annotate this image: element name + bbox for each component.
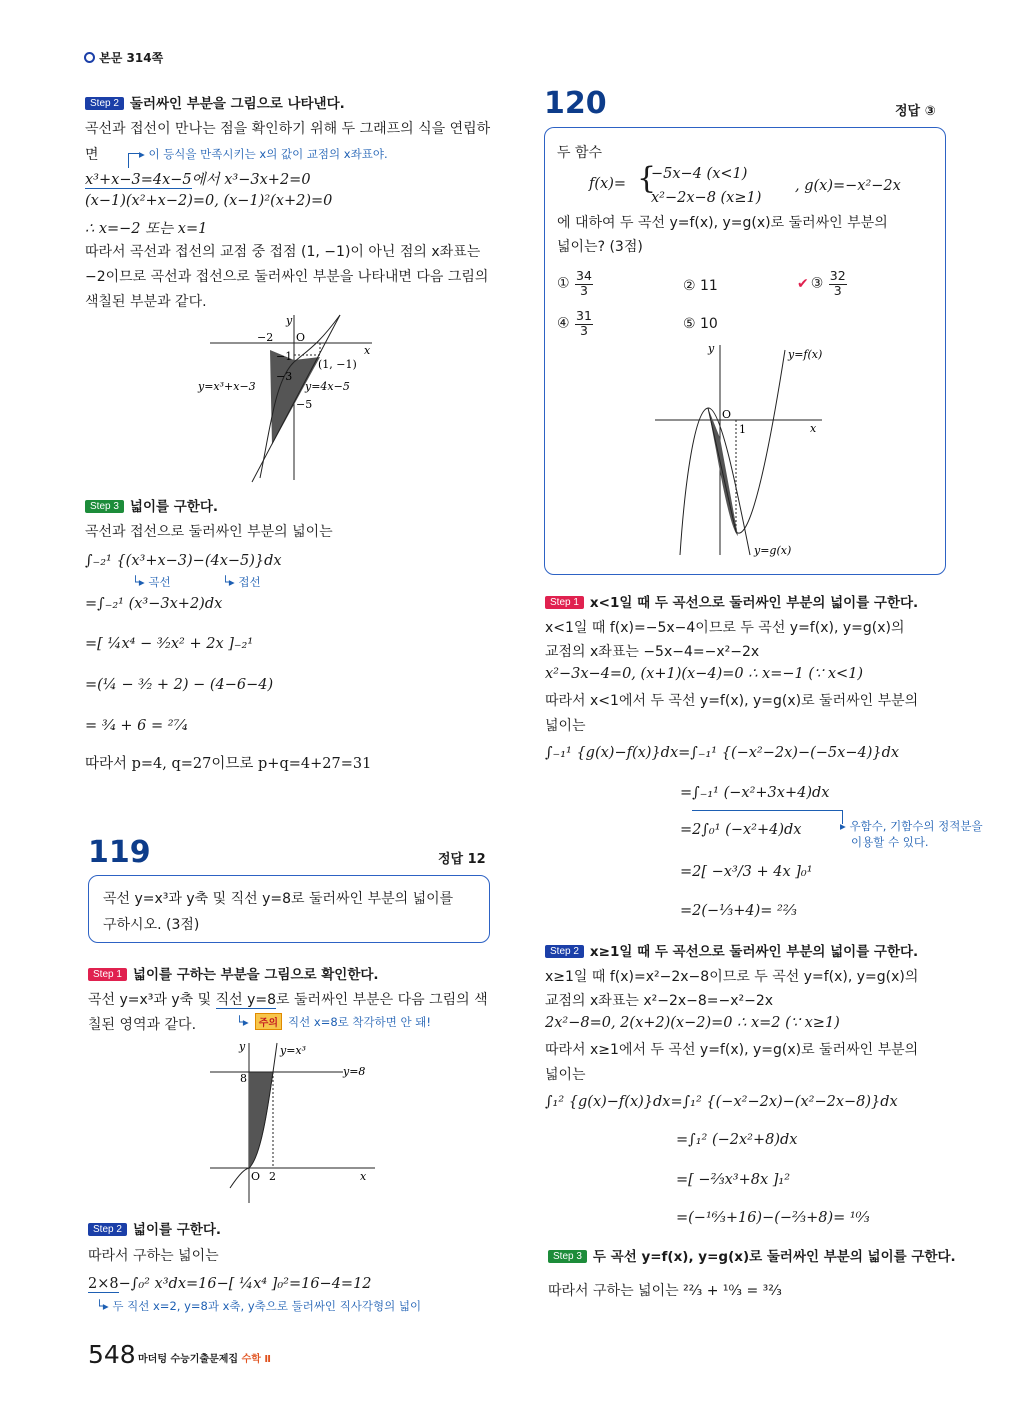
- step-badge: Step 1: [545, 596, 584, 609]
- equation: =2(−⅓+4)= ²²⁄₃: [680, 903, 797, 919]
- equation: =[ ¼x⁴ − ³⁄₂x² + 2x ]₋₂¹: [85, 636, 254, 652]
- problem-text: 두 함수: [557, 145, 603, 161]
- tick-label: 1: [739, 423, 746, 436]
- choice-4[interactable]: ④ $\frac{31}{3}$: [557, 308, 592, 338]
- origin-label: O: [296, 331, 306, 344]
- step-badge: Step 3: [85, 500, 124, 513]
- warning-note: └▸ 주의 직선 x=8로 착각하면 안 돼!: [236, 1015, 432, 1029]
- step-badge: Step 2: [88, 1223, 127, 1236]
- question-number: 119: [88, 835, 151, 870]
- f-label: y=f(x): [788, 348, 823, 361]
- integral: =∫₁² (−2x²+8)dx: [676, 1132, 798, 1148]
- annotation-note: └▸ 두 직선 x=2, y=8과 x축, y축으로 둘러싸인 직사각형의 넓이: [96, 1299, 422, 1313]
- y-axis-label: y: [708, 342, 715, 355]
- graph-cubic-y8: [205, 1038, 385, 1208]
- paragraph: 곡선 y=x³과 y축 및 직선 y=8로 둘러싸인 부분은 다음 그림의 색: [88, 992, 488, 1008]
- q120-step2-heading: Step 2 x≥1일 때 두 곡선으로 둘러싸인 부분의 넓이를 구한다.: [545, 940, 918, 960]
- integral: ∫₋₂¹ {(x³+x−3)−(4x−5)}dx: [85, 553, 282, 569]
- paragraph: 색칠된 부분과 같다.: [85, 294, 207, 310]
- q120-step3-heading: Step 3 두 곡선 y=f(x), y=g(x)로 둘러싸인 부분의 넓이를 구한다.: [548, 1245, 956, 1265]
- label-tangent: └▸ 접선: [222, 575, 261, 589]
- conclusion: 따라서 p=4, q=27이므로 p+q=4+27=31: [85, 756, 372, 772]
- brace-icon: {: [637, 161, 657, 196]
- problem-box: [88, 875, 490, 943]
- paragraph: 교점의 x좌표는 x²−2x−8=−x²−2x: [545, 993, 774, 1009]
- problem-text: 곡선 y=x³과 y축 및 직선 y=8로 둘러싸인 부분의 넓이를: [103, 891, 454, 907]
- equation: x²−3x−4=0, (x+1)(x−4)=0 ∴ x=−1 (∵ x<1): [545, 666, 864, 682]
- step-badge: Step 3: [548, 1250, 587, 1263]
- origin-label: O: [251, 1170, 261, 1183]
- step-badge: Step 2: [85, 97, 124, 110]
- paragraph: 교점의 x좌표는 −5x−4=−x²−2x: [545, 644, 760, 660]
- circle-icon: [84, 52, 95, 63]
- y-axis-label: y: [286, 314, 293, 327]
- function-name: f(x)=: [589, 176, 627, 192]
- left-step3-heading: Step 3 넓이를 구한다.: [85, 495, 218, 515]
- page-number: 548: [88, 1340, 136, 1369]
- tick-label: −3: [276, 370, 293, 383]
- choice-2[interactable]: ② 11: [683, 278, 718, 294]
- equation: =(−¹⁶⁄₃+16)−(−⅔+8)= ¹⁰⁄₃: [676, 1210, 870, 1226]
- integral: =∫₋₂¹ (x³−3x+2)dx: [85, 596, 223, 612]
- problem-box: [544, 127, 946, 575]
- left-step2-heading: Step 2 둘러싸인 부분을 그림으로 나타낸다.: [85, 92, 345, 112]
- paragraph: 곡선과 접선으로 둘러싸인 부분의 넓이는: [85, 524, 333, 540]
- tick-label: −2: [257, 331, 274, 344]
- g-label: y=g(x): [754, 544, 792, 557]
- integral: =∫₋₁¹ (−x²+3x+4)dx: [680, 785, 830, 801]
- origin-label: O: [722, 408, 732, 421]
- integral: =2∫₀¹ (−x²+4)dx: [680, 822, 802, 838]
- label-curve: └▸ 곡선: [132, 575, 171, 589]
- piecewise-case: x²−2x−8 (x≥1): [651, 190, 762, 206]
- equation: (x−1)(x²+x−2)=0, (x−1)²(x+2)=0: [85, 193, 333, 209]
- line-label: y=8: [343, 1065, 366, 1078]
- problem-text: 에 대하여 두 곡선 y=f(x), y=g(x)로 둘러싸인 부분의: [557, 215, 888, 231]
- conclusion: 따라서 구하는 넓이는 ²²⁄₃ + ¹⁰⁄₃ = ³²⁄₃: [548, 1283, 782, 1299]
- answer-label: 정답 12: [438, 852, 486, 867]
- equation: =[ −⅔x³+8x ]₁²: [676, 1172, 791, 1188]
- q120-step1-heading: Step 1 x<1일 때 두 곡선으로 둘러싸인 부분의 넓이를 구한다.: [545, 591, 918, 611]
- paragraph: −2이므로 곡선과 접선으로 둘러싸인 부분을 나타내면 다음 그림의: [85, 269, 489, 285]
- annotation-note: ▸ 이 등식을 만족시키는 x의 값이 교점의 x좌표야.: [128, 146, 388, 168]
- paragraph: 따라서 곡선과 접선의 교점 중 접점 (1, −1)이 아닌 점의 x좌표는: [85, 244, 481, 260]
- paragraph: x≥1일 때 f(x)=x²−2x−8이므로 두 곡선 y=f(x), y=g(x)의: [545, 969, 919, 985]
- equation: 2×8−∫₀² x³dx=16−[ ¼x⁴ ]₀²=16−4=12: [88, 1276, 372, 1292]
- footer-book: 마더텅 수능기출문제집 수학 Ⅱ: [138, 1354, 271, 1365]
- shaded-region: [249, 1072, 273, 1168]
- paragraph: 넓이는: [545, 718, 586, 734]
- choice-3[interactable]: ✔ ③ $\frac{32}{3}$: [797, 268, 846, 298]
- line-label: y=4x−5: [305, 380, 350, 393]
- paragraph: 넓이는: [545, 1067, 586, 1083]
- graph-cubic-tangent: [190, 310, 390, 485]
- graph-f-g: [650, 340, 880, 565]
- choice-1[interactable]: ① $\frac{34}{3}$: [557, 268, 592, 298]
- paragraph: 따라서 구하는 넓이는: [88, 1248, 219, 1264]
- y-axis-label: y: [239, 1040, 246, 1053]
- tick-label: −1: [276, 350, 293, 363]
- x-axis-label: x: [360, 1170, 367, 1183]
- x-axis-label: x: [364, 344, 371, 357]
- equation: x³+x−3=4x−5에서 x³−3x+2=0: [85, 172, 311, 188]
- paragraph: 따라서 x≥1에서 두 곡선 y=f(x), y=g(x)로 둘러싸인 부분의: [545, 1042, 919, 1058]
- check-mark-icon: ✔: [797, 275, 809, 292]
- equation: = ³⁄₄ + 6 = ²⁷⁄₄: [85, 718, 188, 734]
- shaded-region: [270, 350, 320, 445]
- curve-label: y=x³: [280, 1044, 307, 1057]
- paragraph: 따라서 x<1에서 두 곡선 y=f(x), y=g(x)로 둘러싸인 부분의: [545, 693, 919, 709]
- x-axis-label: x: [810, 422, 817, 435]
- equation: 2x²−8=0, 2(x+2)(x−2)=0 ∴ x=2 (∵ x≥1): [545, 1015, 840, 1031]
- integral: ∫₋₁¹ {g(x)−f(x)}dx=∫₋₁¹ {(−x²−2x)−(−5x−4)}dx: [545, 745, 900, 761]
- page-reference: 본문 314쪽: [84, 49, 163, 66]
- q119-step2-heading: Step 2 넓이를 구한다.: [88, 1218, 221, 1238]
- g-definition: , g(x)=−x²−2x: [795, 178, 901, 194]
- point-label: (1, −1): [318, 358, 357, 371]
- step-badge: Step 2: [545, 945, 584, 958]
- equation: ∴ x=−2 또는 x=1: [85, 221, 208, 237]
- problem-text: 구하시오. (3점): [103, 917, 200, 933]
- paragraph: 면: [85, 147, 99, 163]
- paragraph: 칠된 영역과 같다.: [88, 1017, 197, 1033]
- paragraph: x<1일 때 f(x)=−5x−4이므로 두 곡선 y=f(x), y=g(x)의: [545, 620, 905, 636]
- tick-label: 8: [240, 1072, 247, 1085]
- tick-label: −5: [296, 398, 313, 411]
- problem-text: 넓이는? (3점): [557, 239, 643, 255]
- answer-label: 정답 ③: [895, 104, 936, 119]
- tick-label: 2: [269, 1170, 276, 1183]
- q119-step1-heading: Step 1 넓이를 구하는 부분을 그림으로 확인한다.: [88, 963, 379, 983]
- piecewise-case: −5x−4 (x<1): [651, 166, 748, 182]
- underline: [692, 810, 842, 811]
- annotation-note: ▸ 우함수, 기함수의 정적분을 이용할 수 있다.: [840, 819, 983, 849]
- equation: =(¼ − ³⁄₂ + 2) − (4−6−4): [85, 677, 274, 693]
- warning-badge: 주의: [255, 1013, 282, 1030]
- curve-label: y=x³+x−3: [198, 380, 256, 393]
- step-badge: Step 1: [88, 968, 127, 981]
- equation: =2[ −x³/3 + 4x ]₀¹: [680, 864, 813, 880]
- question-number: 120: [544, 86, 607, 121]
- paragraph: 곡선과 접선이 만나는 점을 확인하기 위해 두 그래프의 식을 연립하: [85, 121, 491, 137]
- integral: ∫₁² {g(x)−f(x)}dx=∫₁² {(−x²−2x)−(x²−2x−8)}dx: [545, 1094, 898, 1110]
- choice-5[interactable]: ⑤ 10: [683, 316, 718, 332]
